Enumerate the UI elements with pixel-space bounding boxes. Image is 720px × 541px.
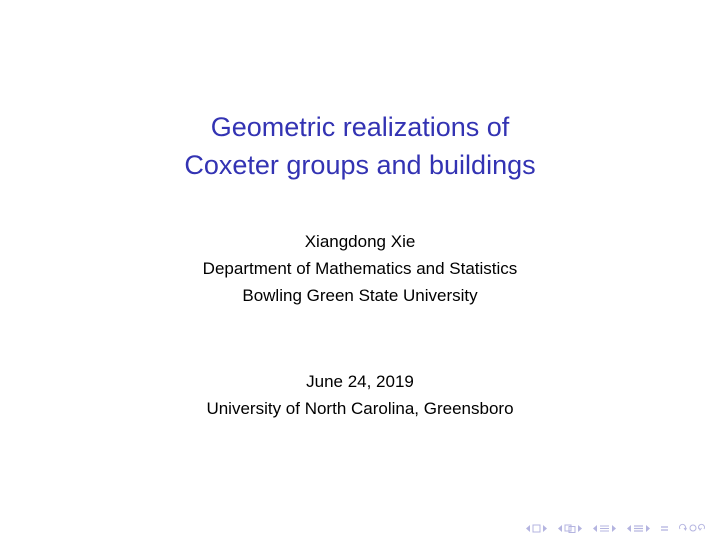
nav-search-group (678, 523, 706, 533)
presentation-title (0, 108, 720, 184)
beamer-navigation-bar (525, 523, 706, 533)
event-info (0, 368, 720, 422)
nav-frame-group (525, 524, 548, 533)
nav-section-group (592, 524, 617, 533)
nav-part-group (626, 524, 651, 533)
nav-subsection-forward-icon[interactable] (577, 524, 583, 533)
author-name: Xiangdong Xie (304, 232, 416, 251)
author-info (0, 228, 720, 309)
author-department: Department of Mathematics and Statistics (202, 259, 518, 278)
nav-subsection-group (557, 524, 583, 533)
title-line-2: Coxeter groups and buildings (184, 150, 536, 180)
nav-search-icon[interactable] (678, 523, 706, 533)
nav-part-forward-icon[interactable] (645, 524, 651, 533)
event-venue: University of North Carolina, Greensboro (206, 399, 514, 418)
nav-subsection-icon[interactable] (564, 524, 576, 533)
nav-frame-forward-icon[interactable] (542, 524, 548, 533)
nav-appendix-group (660, 524, 669, 533)
title-line-1: Geometric realizations of (210, 112, 510, 142)
nav-section-back-icon[interactable] (592, 524, 598, 533)
nav-frame-icon[interactable] (532, 524, 541, 533)
nav-section-icon[interactable] (599, 524, 610, 533)
event-date: June 24, 2019 (306, 372, 414, 391)
nav-appendix-icon[interactable] (660, 524, 669, 533)
nav-subsection-back-icon[interactable] (557, 524, 563, 533)
nav-part-icon[interactable] (633, 524, 644, 533)
nav-frame-back-icon[interactable] (525, 524, 531, 533)
nav-part-back-icon[interactable] (626, 524, 632, 533)
author-institution: Bowling Green State University (242, 286, 478, 305)
nav-section-forward-icon[interactable] (611, 524, 617, 533)
